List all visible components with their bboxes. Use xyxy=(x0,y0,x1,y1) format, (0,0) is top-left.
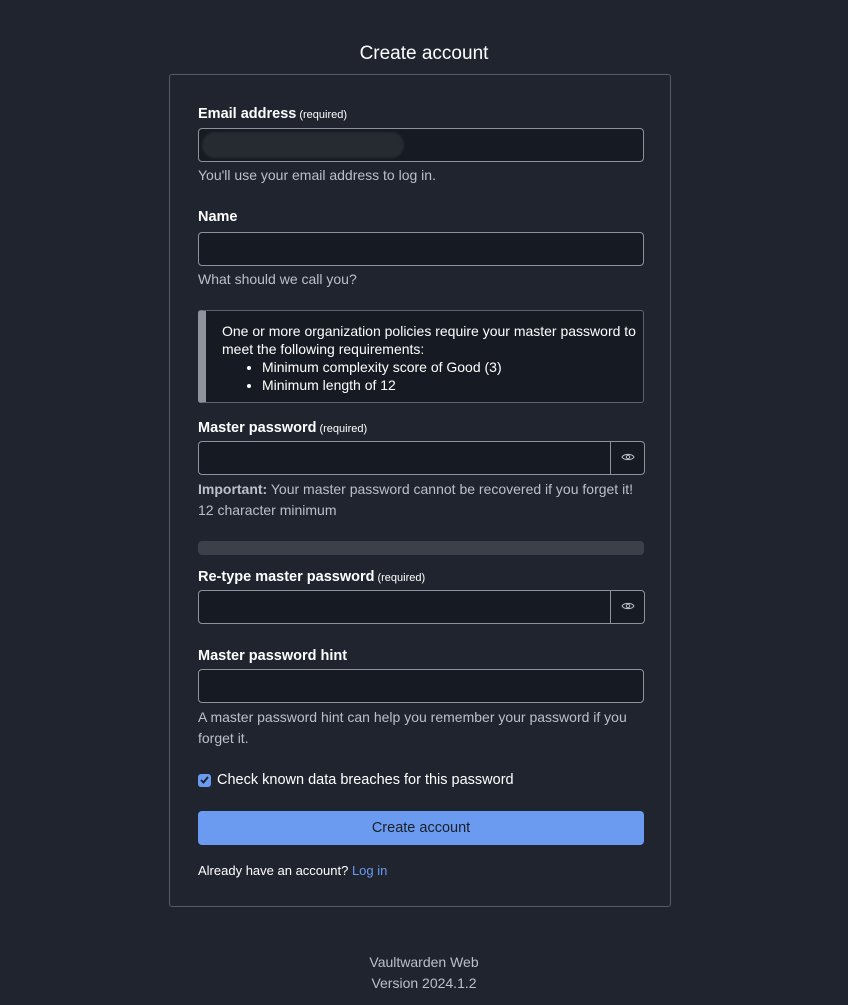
breach-check-label[interactable]: Check known data breaches for this password xyxy=(217,772,514,788)
login-prompt-row xyxy=(198,863,387,878)
retype-password-input[interactable] xyxy=(199,591,610,623)
policy-requirements-list xyxy=(222,358,643,394)
master-password-field[interactable] xyxy=(198,441,611,475)
master-password-label-text: Master password xyxy=(198,420,317,436)
name-label xyxy=(198,209,238,225)
footer-app-name: Vaultwarden Web xyxy=(369,954,479,970)
email-help-text: You'll use your email address to log in. xyxy=(198,167,436,183)
checkmark-icon xyxy=(200,776,209,784)
password-hint-field[interactable] xyxy=(198,669,644,703)
create-account-button[interactable]: Create account xyxy=(198,811,644,845)
master-password-help-strong: Important: xyxy=(198,481,268,497)
policy-intro: One or more organization policies require your master password to meet the following requirements: xyxy=(222,323,636,357)
retype-password-label xyxy=(198,569,425,585)
breach-check-checkbox[interactable] xyxy=(198,774,211,787)
email-label xyxy=(198,106,347,122)
policy-requirement: • Minimum complexity score of Good (3) xyxy=(262,358,643,376)
email-redacted-value xyxy=(202,132,404,158)
master-password-input[interactable] xyxy=(199,442,610,474)
retype-password-required-tag: (required) xyxy=(377,572,426,584)
password-hint-label-text: Master password hint xyxy=(198,648,348,664)
eye-icon xyxy=(621,598,635,616)
master-password-visibility-toggle[interactable] xyxy=(611,441,645,475)
page-title: Create account xyxy=(359,43,489,64)
footer xyxy=(0,952,848,994)
retype-password-label-text: Re-type master password xyxy=(198,569,375,585)
master-password-help-text xyxy=(198,479,648,521)
master-password-required-tag: (required) xyxy=(319,423,368,435)
name-field[interactable] xyxy=(198,232,644,266)
email-field[interactable] xyxy=(198,128,644,162)
login-prompt-text: Already have an account? xyxy=(198,863,349,878)
password-policy-callout xyxy=(198,310,644,403)
eye-icon xyxy=(621,449,635,467)
email-label-text: Email address xyxy=(198,106,297,122)
name-help-text: What should we call you? xyxy=(198,271,357,287)
password-hint-help-text: A master password hint can help you remember your password if you forget it. xyxy=(198,709,627,746)
master-password-help-body: Your master password cannot be recovered if you forget it! 12 character minimum xyxy=(198,481,633,518)
breach-check-row xyxy=(198,772,514,788)
password-hint-input[interactable] xyxy=(199,670,643,702)
password-strength-bar xyxy=(198,541,644,555)
password-hint-label xyxy=(198,648,347,664)
master-password-label xyxy=(198,420,367,436)
name-label-text: Name xyxy=(198,209,238,225)
register-form-card xyxy=(169,74,671,907)
retype-password-field[interactable] xyxy=(198,590,611,624)
retype-password-visibility-toggle[interactable] xyxy=(611,590,645,624)
policy-requirement: • Minimum length of 12 xyxy=(262,376,643,394)
login-link[interactable]: Log in xyxy=(351,863,388,878)
footer-version: Version 2024.1.2 xyxy=(371,975,477,991)
email-required-tag: (required) xyxy=(299,109,348,121)
name-input[interactable] xyxy=(199,233,643,265)
